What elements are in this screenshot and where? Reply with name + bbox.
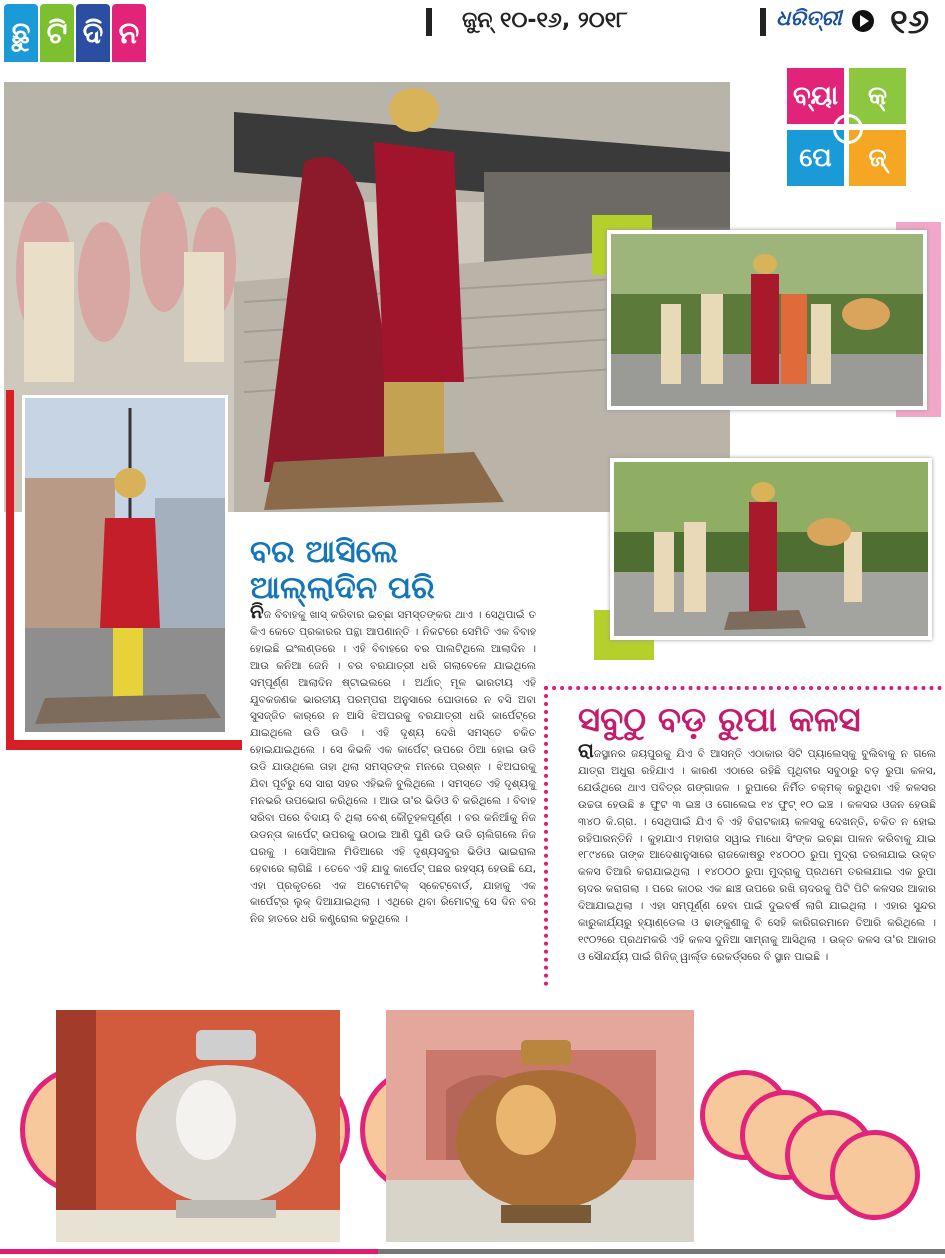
issue-date: ଜୁନ୍ ୧୦-୧୬, ୨୦୧୮ xyxy=(462,8,628,33)
story1-title-line: ଆଲ୍ଲାଦିନ ପରି xyxy=(250,570,435,606)
photo-frame-red xyxy=(6,740,242,750)
story2-dropcap: ରା xyxy=(578,738,594,762)
story1-text: ଜ ବିବାହକୁ ଖାସ୍ କରିବାର ଇଚ୍ଛା ସମସ୍ତଙ୍କର ଥାଏ । ସେଥିପାଇଁ ତ କିଏ କେତେ ପ୍ରକାରର ପନ୍ଥା ଆପଣାନ୍ତି । ନିକଟରେ ସେମିତି ଏକ ବିବାହ ହୋଇଛି ଇଂଲଣ୍ଡରେ । ଏହି ବିବାହରେ ବର ପାଲଟିଥିଲେ ଆଲାଦିନ । ଆଉ କନିଆ ଜେନି । ବର ବରଯାତ୍ରୀ ଧରି ଗଲାବେଳେ ଯାଇଥିଲେ ସମ୍ପୂର୍ଣ୍ଣ ଆଲାଦିନ ଷ୍ଟାଇଲରେ । ଅର୍ଥାତ୍ ମୂଳ ଭାରତୀୟ ଏହି ଯୁବକଜଣକ ଭାରତୀୟ ପରମ୍ପରା ଅନୁସାରେ ଘୋଡାରେ ନ ବସି ଅବା ସୁସଜ୍ଜିତ କାର୍‌ରେ ନ ଆସି ଝିଅଘରକୁ ବରଯାତ୍ରୀ ଧରି କାର୍ପେଟ୍‌ରେ ଯାଇଥିଲେ ଉଡି ଉଡି । ଏହି ଦୃଶ୍ୟ ଦେଖି ସମସ୍ତେ ଚକିତ ହୋଇଯାଇଥିଲେ । ସେ କିଭଳି ଏକ କାର୍ପେଟ୍ ଉପରେ ଠିଆ ହୋଇ ଉଡି ଉଡି ଯାଉଥିଲେ ତାହା ଥିଲା ସମସ୍ତଙ୍କ ମନରେ ପ୍ରଶ୍ନ । ଝିଅଘରକୁ ଯିବା ପୂର୍ବରୁ ସେ ସାରା ସହର ଏହିଭଳି ବୁଲିଥିଲେ । ସମସ୍ତେ ଏହି ଦୃଶ୍ୟକୁ ମନଭରି ଉପଭୋଗ କରିଥିଲେ । ଆଉ ତା'ର ଭିଡିଓ ବି କରିଥିଲେ । ବିବାହ ସରିବା ପରେ ବିଦାୟ ବି ଥିଲା ବେଶ୍ କୌତୂହଳପୂର୍ଣ୍ଣ । ବର କନିଆଁକୁ ନିଜ ଉଡନ୍ତା କାର୍ପେଟ୍ ଉପରକୁ ଉଠାଇ ଆଣି ପୁଣି ଉଡି ଉଡି ଚାଲିଗଲେ ନିଜ ଘରକୁ । ସୋସିଆଲ ମିଡିଆରେ ଏହି ଦୃଶ୍ୟସବୁର ଭିଡିଓ ଭାଇରାଲ ହେବାରେ ଲାଗିଛି । ତେବେ ଏହି ଯାଦୁ କାର୍ପେଟ୍ ପଛର ରହସ୍ୟ ହେଉଛି ଯେ, ଏହା ପ୍ରକୃତରେ ଏକ ଅଟୋମେଟିକ୍ ସ୍କେଟ୍‌ବୋର୍ଡ, ଯାହାକୁ ଏକ କାର୍ପେଟ୍‌ର ଲୁକ୍ ଦିଆଯାଇଥିଲା । ଏଥିରେ ଥିବା ରିମୋଟ୍‌କୁ ସେ ଦିନ ବର ନିଜ ହାତରେ ଧରି କଣ୍ଟ୍ରୋଲ କରୁଥିଲେ । xyxy=(250,609,536,926)
header-divider xyxy=(760,8,766,36)
story1-title-line: ବର ଆସିଲେ xyxy=(250,534,399,570)
aladdin-carpet-photo xyxy=(22,395,228,735)
procession-photo-1 xyxy=(607,230,927,410)
masthead xyxy=(4,4,146,62)
footer-bar xyxy=(0,1249,945,1254)
story2-body xyxy=(578,738,936,966)
brand-logo: ଧରିତ୍ରୀ xyxy=(776,6,842,30)
back-page-ring xyxy=(833,114,863,144)
masthead-tile: ଟି xyxy=(40,4,74,62)
peach-circle xyxy=(830,1130,920,1220)
silver-urn-photo-2 xyxy=(386,1010,694,1242)
story1-body xyxy=(250,599,536,928)
procession-photo-2 xyxy=(610,458,932,640)
masthead-tile: ଛୁ xyxy=(4,4,38,62)
photo-frame-red xyxy=(6,390,14,750)
back-page-tile: ବ୍ୟା xyxy=(787,68,844,124)
story2-title: ସବୁଠୁ ବଡ଼ ରୁପା କଳସ xyxy=(578,700,861,740)
story2-text: ଜସ୍ଥାନର ଜୟପୁରକୁ ଯିଏ ବି ଆସନ୍ତି ଏଠାକାର ସିଟି ପ୍ୟାଲେସ୍‌କୁ ବୁଲିବାକୁ ନ ଗଲେ ଯାତ୍ରା ଅଧୁରା ରହିଯାଏ । କାରଣ ଏଠାରେ ରହିଛି ପୃଥିବୀର ସବୁଠାରୁ ବଡ଼ ରୁପା କଳସ, ଯେଉଁଥିରେ ଥାଏ ପବିତ୍ର ଗଙ୍ଗାଜଳ । ରୁପାରେ ନିର୍ମିତ ଚକ୍‌ମକ୍ କରୁଥିବା ଏହି କଳସର ଉଚ୍ଚତା ହେଉଛି ୫ ଫୁଟ ୩ ଇଞ୍ଚ ଓ ଗୋଲେଇ ୧୪ ଫୁଟ୍ ୧୦ ଇଞ୍ଚ । କଳସର ଓଜନ ହେଉଛି ୩୪୦ କି.ଗ୍ରା. । ସେଥିପାଇଁ ଯିଏ ବି ଏହି ବିରାଟକାୟ କଳସକୁ ଦେଖନ୍ତି, ଚକିତ ନ ହୋଇ ରହିପାରନ୍ତିନି । କୁହାଯାଏ ମହାରାଜ ସୱାଇ ମାଧୋ ସିଂଙ୍କ ଇଚ୍ଛା ପାଳନ କରିବାକୁ ଯାଇ ୧୮୯୪ରେ ତାଙ୍କ ଆଦେଶାନୁସାରେ ରାଜକୋଷରୁ ୧୪୦୦୦ ରୁପା ମୁଦ୍ରା ତରଳାଯାଇ ଉକ୍ତ କଳସ ତିଆରି କରାଯାଇଥିଲା । ୧୪୦୦୦ ରୁପା ମୁଦ୍ରାକୁ ପ୍ରଥମେ ତରଳାଯାଇ ଏକ ରୁପା ଚାଦର କରାଗଲା । ପରେ କାଠର ଏକ ଛାଞ୍ଚ ଉପରେ ରଖି ଚାଦରକୁ ପିଟି ପିଟି କଳସର ଆକାର ଦିଆଯାଇଥିଲା । ଏହା ସମ୍ପୂର୍ଣ୍ଣ ହେବା ପାଇଁ ଦୁଇବର୍ଷ ଲାଗି ଯାଇଥିଲା । ଏହାର ସୁନ୍ଦର କାରୁକାର୍ଯ୍ୟରୁ ହ୍ୟାଣ୍ଡେଲ ଓ ଢାଙ୍କୁଣୀକୁ ବି ସେହି କାରିଗରମାନେ ତିଆରି କରିଥିଲେ । ୧୯୦୨ରେ ପ୍ରଥମକରି ଏହି କଳସ ଦୁନିଆ ସାମ୍ନାକୁ ଆସିଥିଲା । ଉକ୍ତ କଳସ ତା'ର ଆକାର ଓ ସୌନ୍ଦର୍ଯ୍ୟ ପାଇଁ ଗିନିଜ୍ ୱାର୍ଲ୍ଡ ରେକର୍ଡ୍ସରେ ବି ସ୍ଥାନ ପାଇଛି । xyxy=(578,748,936,963)
back-page-tile: ଜ୍ xyxy=(849,130,906,186)
silver-urn-photo-1 xyxy=(56,1010,340,1242)
story1-dropcap: ନି xyxy=(250,599,264,623)
play-icon xyxy=(852,10,874,32)
page-number: ୧୬ xyxy=(890,2,930,42)
back-page-logo xyxy=(787,68,909,190)
back-page-tile: କ୍ xyxy=(849,68,906,124)
masthead-tile: ଦି xyxy=(76,4,110,62)
masthead-tile: ନ xyxy=(112,4,146,62)
dotted-border xyxy=(544,686,942,690)
back-page-tile: ପେ xyxy=(787,130,844,186)
header-divider xyxy=(426,8,432,36)
dotted-border xyxy=(544,686,548,986)
story1-title xyxy=(250,534,500,606)
